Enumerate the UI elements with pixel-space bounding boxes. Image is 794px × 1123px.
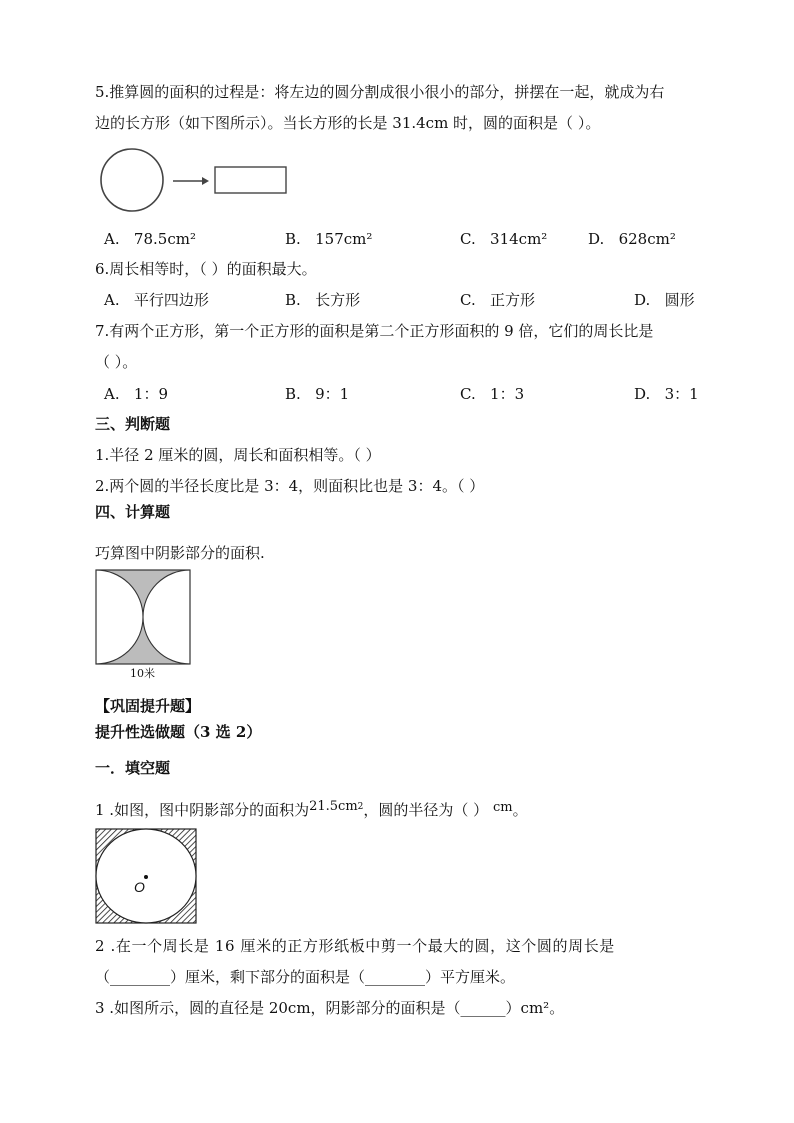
q7-line1: 7.有两个正方形，第一个正方形的面积是第二个正方形面积的 9 倍，它们的周长比是 xyxy=(95,322,654,340)
q7-option-c[interactable] xyxy=(460,384,524,404)
q5-line2: 边的长方形（如下图所示）。当长方形的长是 31.4cm 时，圆的面积是（ ）。 xyxy=(95,114,601,132)
q5-circle xyxy=(101,149,163,211)
section4-title: 四、计算题 xyxy=(95,503,171,521)
option-value: 3：1 xyxy=(664,385,699,403)
option-value: 正方形 xyxy=(490,291,536,309)
consolidate-subtitle: 提升性选做题（3 选 2） xyxy=(95,723,262,741)
q5-figure xyxy=(98,146,298,216)
option-value: 1：9 xyxy=(133,385,169,403)
fill-q1-end: 。 xyxy=(512,801,528,819)
fill-q1-tail: ，圆的半径为（ ） xyxy=(363,801,489,819)
fill-q1-sup: 2 xyxy=(357,802,364,812)
q6-option-c[interactable] xyxy=(460,290,535,310)
q7-line2: （ ）。 xyxy=(95,353,138,371)
fill-q1 xyxy=(95,797,528,820)
option-value: 628cm² xyxy=(618,230,676,248)
q6-option-b[interactable] xyxy=(285,290,360,310)
option-value: 157cm² xyxy=(315,230,373,248)
q5-option-b[interactable] xyxy=(285,229,372,249)
option-value: 314cm² xyxy=(490,230,548,248)
option-value: 1：3 xyxy=(490,385,525,403)
option-label: C. xyxy=(460,385,476,403)
fill-q2-line1: 2 .在一个周长是 16 厘米的正方形纸板中剪一个最大的圆，这个圆的周长是 xyxy=(95,937,615,955)
option-value: 长方形 xyxy=(315,291,361,309)
fill-q1-unit: cm xyxy=(492,800,513,815)
q5-option-c[interactable] xyxy=(460,229,547,249)
option-value: 9：1 xyxy=(315,385,350,403)
option-label: A. xyxy=(104,230,120,248)
option-label: D. xyxy=(634,291,651,309)
fill-q2-line2: （________）厘米，剩下部分的面积是（________）平方厘米。 xyxy=(95,968,516,986)
q7-option-d[interactable] xyxy=(634,384,699,404)
q5-arrow-head xyxy=(202,177,209,185)
option-label: B. xyxy=(285,291,301,309)
option-label: C. xyxy=(460,230,476,248)
fill-title: 一．填空题 xyxy=(95,759,171,777)
q5-option-d[interactable] xyxy=(588,229,676,249)
option-label: A. xyxy=(104,291,120,309)
option-label: D. xyxy=(588,230,605,248)
q7-option-b[interactable] xyxy=(285,384,349,404)
judge-item-2: 2.两个圆的半径长度比是 3：4，则面积比也是 3：4。（ ） xyxy=(95,477,485,495)
calc-figure xyxy=(96,570,196,670)
fill-q1-figure xyxy=(95,828,199,928)
judge-item-1: 1.半径 2 厘米的圆，周长和面积相等。（ ） xyxy=(95,446,381,464)
section3-title: 三、判断题 xyxy=(95,415,171,433)
option-value: 平行四边形 xyxy=(133,291,209,309)
q7-option-a[interactable] xyxy=(104,384,168,404)
consolidate-title: 【巩固提升题】 xyxy=(95,697,201,715)
q6-option-d[interactable] xyxy=(634,290,695,310)
option-label: C. xyxy=(460,291,476,309)
fill-q1-center-label: O xyxy=(134,879,145,895)
option-label: D. xyxy=(634,385,651,403)
q5-rectangle xyxy=(215,167,286,193)
fill-q1-value: 21.5cm xyxy=(309,799,358,814)
option-label: B. xyxy=(285,385,301,403)
q5-line1: 5.推算圆的面积的过程是：将左边的圆分割成很小很小的部分，拼摆在一起，就成为右 xyxy=(95,83,665,101)
option-value: 圆形 xyxy=(664,291,695,309)
option-value: 78.5cm² xyxy=(133,230,196,248)
option-label: B. xyxy=(285,230,301,248)
q6-line1: 6.周长相等时，（ ）的面积最大。 xyxy=(95,260,317,278)
calc-prompt: 巧算图中阴影部分的面积. xyxy=(95,544,265,562)
option-label: A. xyxy=(104,385,120,403)
q6-option-a[interactable] xyxy=(104,290,209,310)
fill-q1-text: 1 .如图，图中阴影部分的面积为 xyxy=(95,801,310,819)
calc-figure-label: 10米 xyxy=(130,667,155,680)
fill-q3-line1: 3 .如图所示，圆的直径是 20cm，阴影部分的面积是（______）cm²。 xyxy=(95,999,565,1017)
q5-option-a[interactable] xyxy=(104,229,196,249)
